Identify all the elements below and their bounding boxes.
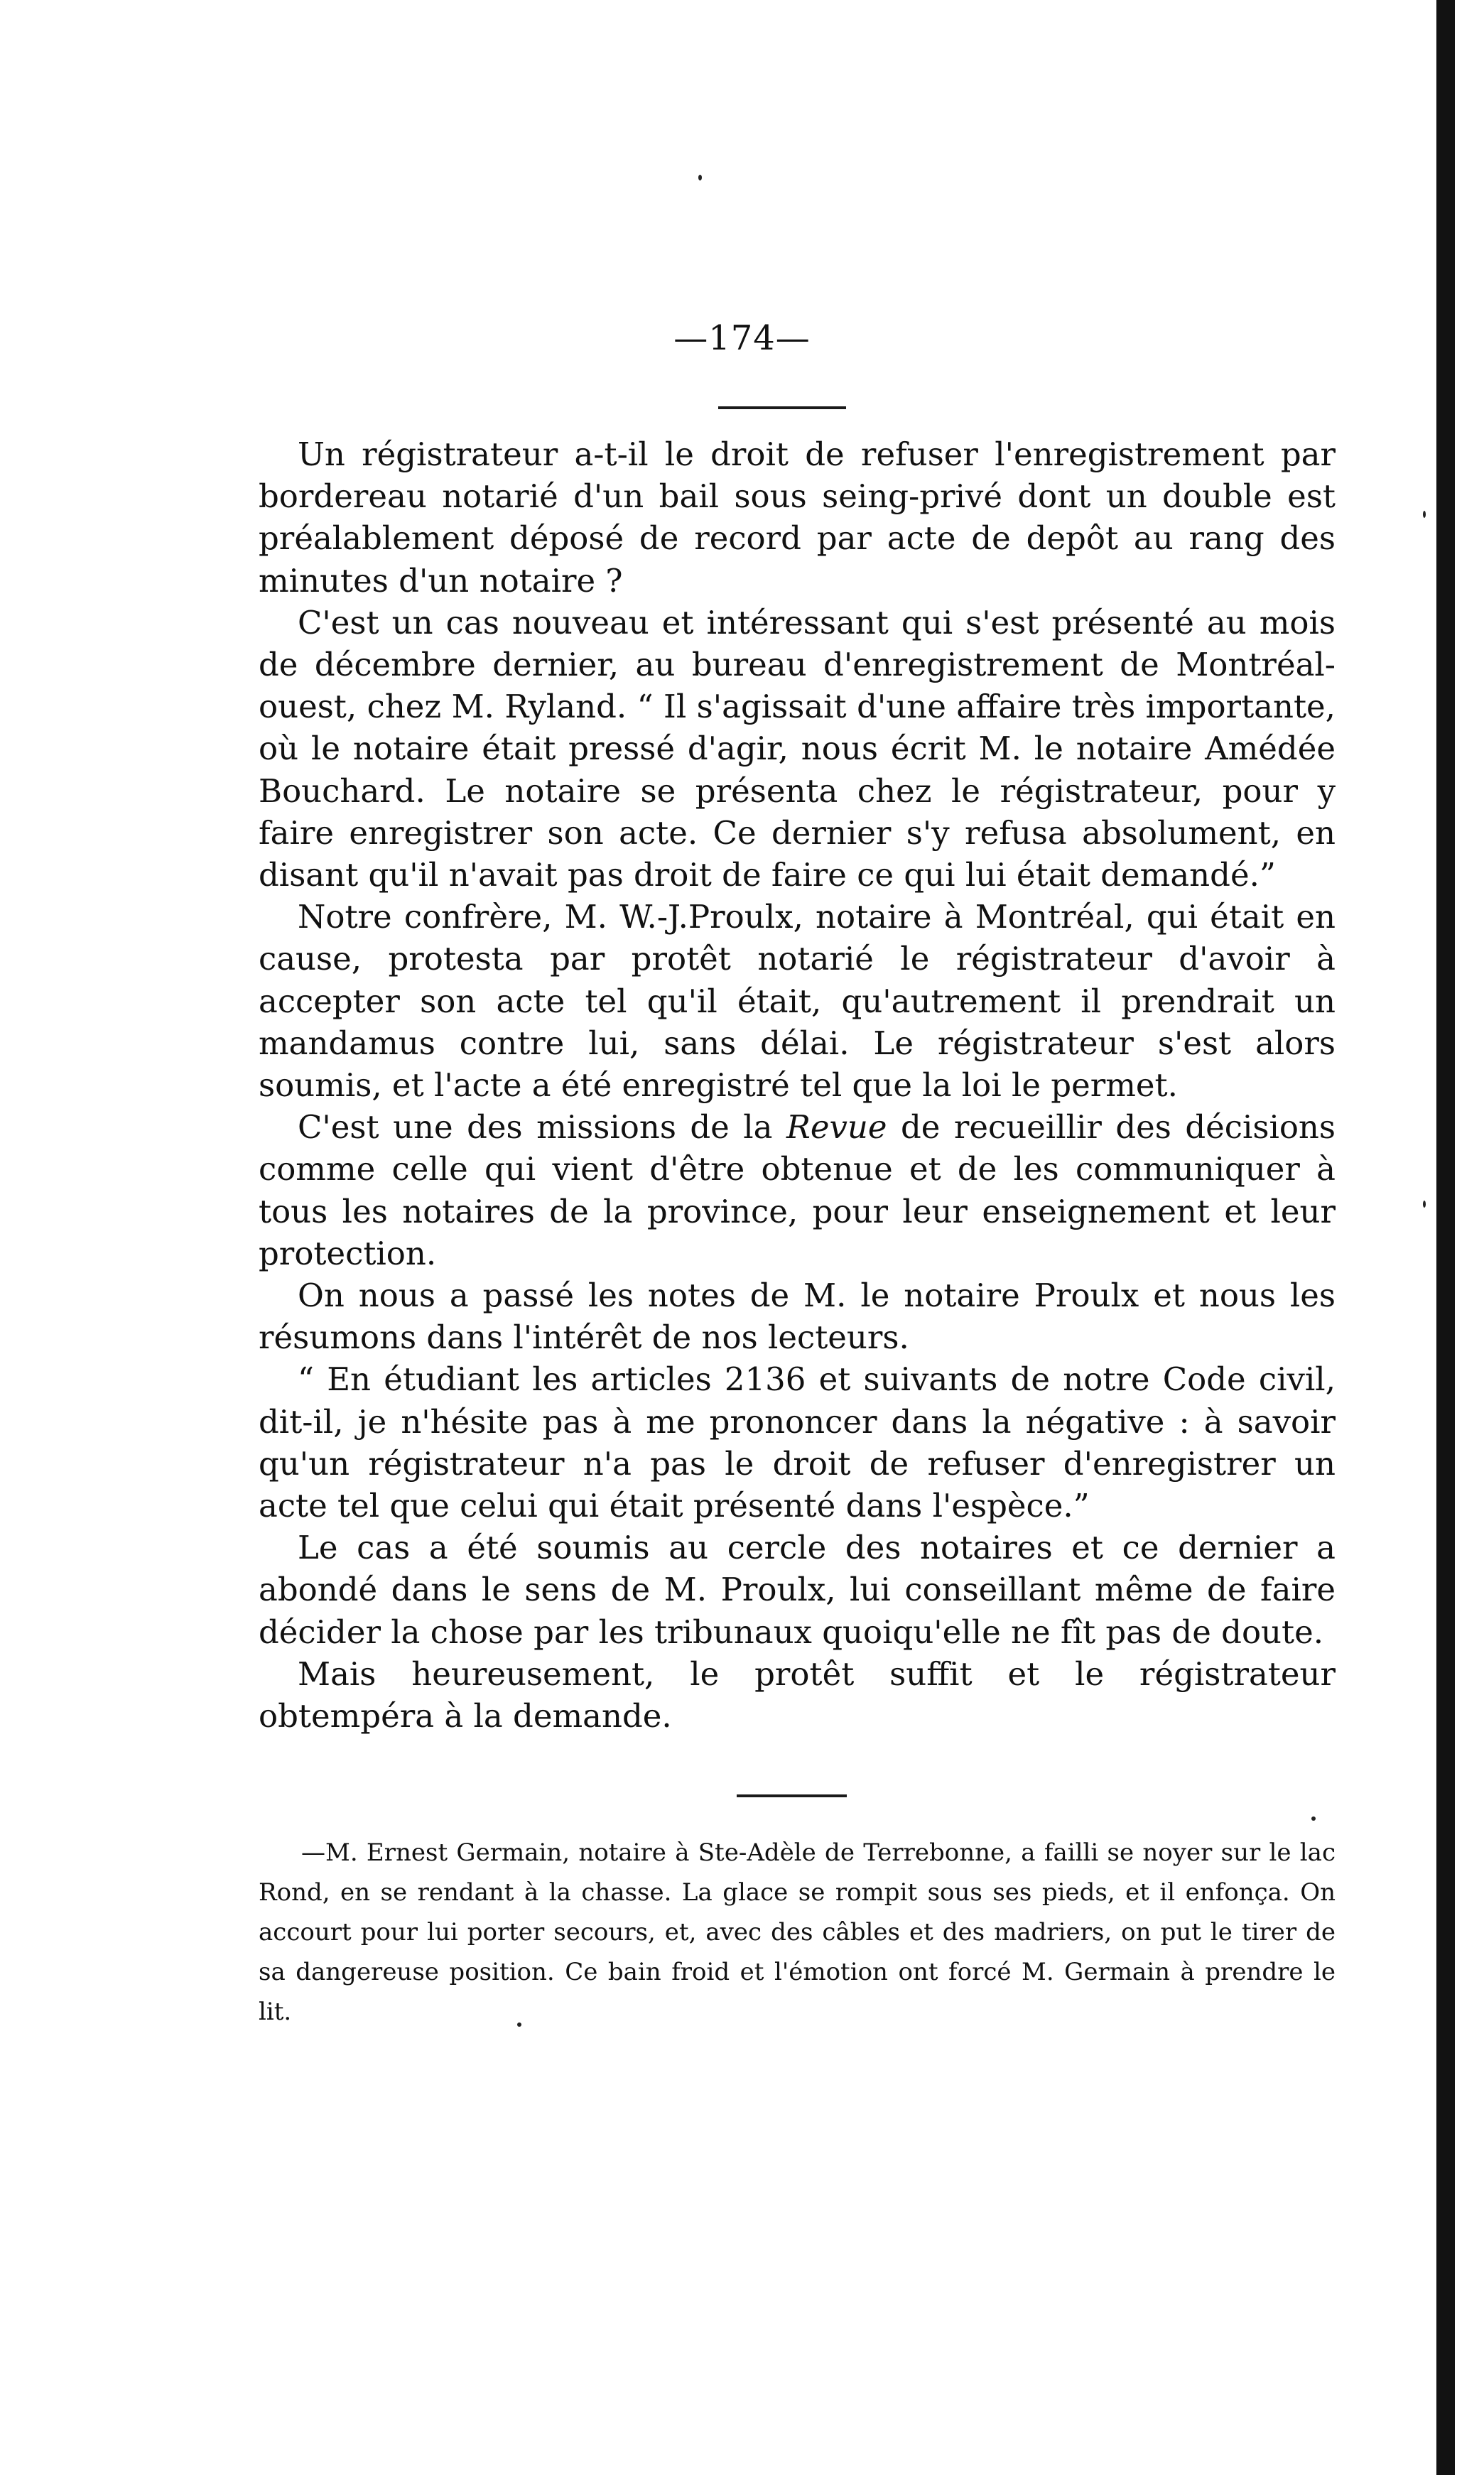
news-note [259, 1833, 1336, 2032]
paragraph-text: C'est une des missions de la [298, 1108, 786, 1147]
paragraph: Le cas a été soumis au cercle des notaires et ce dernier a abondé dans le sens de M. Proulx, lui conseillant même de faire décider la chose par les tribunaux quoiqu'elle ne fît pas de doute. [259, 1529, 1336, 1651]
scan-speck [698, 175, 702, 180]
paragraph: Mais heureusement, le protêt suffit et le régistrateur obtempéra à la demande. [259, 1654, 1336, 1735]
journal-title: Revue [786, 1108, 887, 1147]
article-body [259, 433, 1336, 1737]
paragraph: Notre confrère, M. W.-J.Proulx, notaire à Montréal, qui était en cause, protesta par protêt notarié le régistrateur d'avoir à accepter son acte tel qu'il était, qu'autrement il prendrait un mandamus contre lui, sans délai. Le régistrateur s'est alors soumis, et l'acte a été enregistré tel que la loi le permet. [259, 898, 1336, 1105]
news-note-text: —M. Ernest Germain, notaire à Ste-Adèle de Terrebonne, a failli se noyer sur le lac Rond, en se rendant à la chasse. La glace se rompit sous ses pieds, et il enfonça. On accourt pour lui porter secours, et, avec des câbles et des madriers, on put le tirer de sa dangereuse position. Ce bain froid et l'émotion ont forcé M. Germain à prendre le lit. [259, 1838, 1336, 2026]
scan-edge-bar [1436, 0, 1455, 2475]
paragraph-text: de recueillir des décisions comme celle qui vient d'être obtenue et de les communiquer à tous les notaires de la province, pour leur enseignement et leur protection. [259, 1108, 1336, 1272]
top-rule [718, 406, 846, 409]
page-number: —174— [673, 318, 811, 358]
section-rule [737, 1794, 847, 1797]
paragraph: Un régistrateur a-t-il le droit de refuser l'enregistrement par bordereau notarié d'un bail sous seing-privé dont un double est préalablement déposé de record par acte de depôt au rang des minutes d'un notaire ? [259, 435, 1336, 600]
paragraph: C'est un cas nouveau et intéressant qui s'est présenté au mois de décembre dernier, au bureau d'enregistrement de Montréal-ouest, chez M. Ryland. “ Il s'agissait d'une affaire très importante, où le notaire était pressé d'agir, nous écrit M. le notaire Amédée Bouchard. Le notaire se présenta chez le régistrateur, pour y faire enregistrer son acte. Ce dernier s'y refusa absolument, en disant qu'il n'avait pas droit de faire ce qui lui était demandé.” [259, 603, 1336, 894]
scan-speck [1423, 1201, 1426, 1208]
paragraph [259, 1106, 1336, 1274]
scan-speck [1423, 511, 1426, 518]
paragraph: On nous a passé les notes de M. le notaire Proulx et nous les résumons dans l'intérêt de nos lecteurs. [259, 1277, 1336, 1357]
paragraph: “ En étudiant les articles 2136 et suivants de notre Code civil, dit-il, je n'hésite pas à me prononcer dans la négative : à savoir qu'un régistrateur n'a pas le droit de refuser d'enregistrer un acte tel que celui qui était présenté dans l'espèce.” [259, 1360, 1336, 1525]
scan-speck [1311, 1816, 1316, 1821]
